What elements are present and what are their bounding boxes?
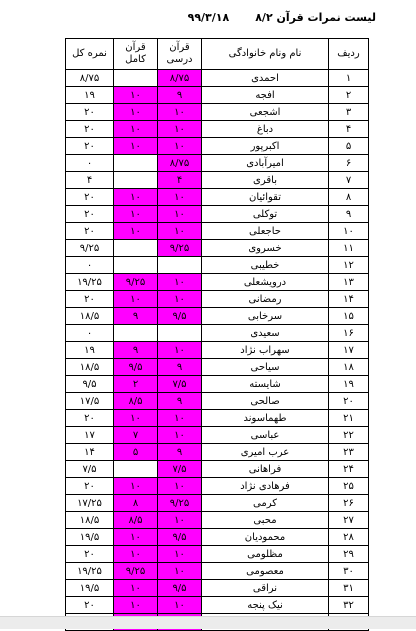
total-score-cell: ۱۷/۵	[66, 393, 114, 410]
table-row	[66, 308, 369, 325]
student-name-cell: اکبرپور	[202, 138, 329, 155]
quran-lesson-cell: ۸/۷۵	[158, 155, 202, 172]
student-name-cell: نیک پنجه	[202, 597, 329, 614]
quran-lesson-cell: ۹/۲۵	[158, 495, 202, 512]
student-name-cell: احمدی	[202, 70, 329, 87]
student-name-cell: درویشعلی	[202, 274, 329, 291]
student-name-cell: رمضانی	[202, 291, 329, 308]
table-row	[66, 580, 369, 597]
quran-full-cell: ۱۰	[114, 223, 158, 240]
row-number-cell: ۵	[329, 138, 369, 155]
quran-lesson-cell: ۱۰	[158, 597, 202, 614]
student-name-cell: امیرآبادی	[202, 155, 329, 172]
table-row	[66, 359, 369, 376]
table-row	[66, 121, 369, 138]
quran-full-cell: ۱۰	[114, 546, 158, 563]
quran-full-cell: ۹/۲۵	[114, 563, 158, 580]
bottom-bar	[0, 616, 416, 629]
row-number-cell: ۱۶	[329, 325, 369, 342]
table-row	[66, 478, 369, 495]
student-name-cell: محبی	[202, 512, 329, 529]
total-score-cell: ۱۹/۲۵	[66, 274, 114, 291]
total-score-cell: ۹/۵	[66, 376, 114, 393]
table-row	[66, 138, 369, 155]
total-score-cell: ۱۹	[66, 342, 114, 359]
col-header-total: نمره کل	[66, 39, 114, 70]
table-row	[66, 546, 369, 563]
total-score-cell: ۲۰	[66, 104, 114, 121]
col-header-quran-lesson: قرآن درسی	[158, 39, 202, 70]
quran-full-cell: ۹/۲۵	[114, 274, 158, 291]
student-name-cell: فراهانی	[202, 461, 329, 478]
total-score-cell: ۱۹/۵	[66, 580, 114, 597]
student-name-cell: سیاحی	[202, 359, 329, 376]
row-number-cell: ۲۰	[329, 393, 369, 410]
row-number-cell: ۲۴	[329, 461, 369, 478]
table-row	[66, 87, 369, 104]
total-score-cell: ۲۰	[66, 291, 114, 308]
total-score-cell: ۱۹/۲۵	[66, 563, 114, 580]
row-number-cell: ۲۲	[329, 427, 369, 444]
quran-lesson-cell: ۱۰	[158, 206, 202, 223]
table-row	[66, 189, 369, 206]
student-name-cell: عباسی	[202, 427, 329, 444]
student-name-cell: سعیدی	[202, 325, 329, 342]
col-header-quran-full: قرآن کامل	[114, 39, 158, 70]
quran-full-cell: ۱۰	[114, 104, 158, 121]
row-number-cell: ۱۸	[329, 359, 369, 376]
quran-lesson-cell: ۹/۵	[158, 580, 202, 597]
quran-full-cell: ۹	[114, 308, 158, 325]
total-score-cell: ۱۴	[66, 444, 114, 461]
total-score-cell: ۴	[66, 172, 114, 189]
quran-lesson-cell: ۱۰	[158, 104, 202, 121]
row-number-cell: ۷	[329, 172, 369, 189]
quran-full-cell	[114, 257, 158, 274]
student-name-cell: معصومی	[202, 563, 329, 580]
quran-full-cell: ۱۰	[114, 121, 158, 138]
total-score-cell: ۹/۲۵	[66, 240, 114, 257]
row-number-cell: ۳۲	[329, 597, 369, 614]
table-row	[66, 495, 369, 512]
student-name-cell: اشجعی	[202, 104, 329, 121]
student-name-cell: کرمی	[202, 495, 329, 512]
student-name-cell: خطیبی	[202, 257, 329, 274]
col-header-row-number: ردیف	[329, 39, 369, 70]
total-score-cell: ۱۷	[66, 427, 114, 444]
quran-full-cell: ۹/۵	[114, 359, 158, 376]
quran-lesson-cell: ۱۰	[158, 478, 202, 495]
row-number-cell: ۳	[329, 104, 369, 121]
table-row	[66, 70, 369, 87]
title-row	[150, 9, 376, 25]
quran-full-cell: ۱۰	[114, 580, 158, 597]
row-number-cell: ۲۳	[329, 444, 369, 461]
table-row	[66, 325, 369, 342]
total-score-cell: ۱۸/۵	[66, 512, 114, 529]
total-score-cell: ۲۰	[66, 121, 114, 138]
row-number-cell: ۲۸	[329, 529, 369, 546]
quran-lesson-cell: ۱۰	[158, 138, 202, 155]
row-number-cell: ۱۴	[329, 291, 369, 308]
quran-lesson-cell: ۱۰	[158, 546, 202, 563]
quran-lesson-cell: ۷/۵	[158, 376, 202, 393]
row-number-cell: ۲۷	[329, 512, 369, 529]
row-number-cell: ۱۹	[329, 376, 369, 393]
total-score-cell: ۱۷/۲۵	[66, 495, 114, 512]
quran-full-cell: ۱۰	[114, 529, 158, 546]
quran-full-cell	[114, 461, 158, 478]
table-row	[66, 410, 369, 427]
page-title: لیست نمرات قرآن ۸/۲	[255, 10, 376, 24]
quran-full-cell: ۱۰	[114, 189, 158, 206]
quran-full-cell	[114, 155, 158, 172]
row-number-cell: ۴	[329, 121, 369, 138]
table-header-row	[66, 39, 369, 70]
student-name-cell: سهراب نژاد	[202, 342, 329, 359]
student-name-cell: نراقی	[202, 580, 329, 597]
quran-lesson-cell: ۸/۷۵	[158, 70, 202, 87]
quran-lesson-cell: ۱۰	[158, 563, 202, 580]
quran-lesson-cell: ۱۰	[158, 274, 202, 291]
quran-lesson-cell: ۱۰	[158, 121, 202, 138]
quran-full-cell: ۱۰	[114, 138, 158, 155]
quran-full-cell	[114, 172, 158, 189]
quran-full-cell: ۲	[114, 376, 158, 393]
quran-full-cell: ۸/۵	[114, 393, 158, 410]
quran-lesson-cell: ۴	[158, 172, 202, 189]
student-name-cell: مظلومی	[202, 546, 329, 563]
student-name-cell: دباغ	[202, 121, 329, 138]
student-name-cell: حاجعلی	[202, 223, 329, 240]
quran-lesson-cell: ۷/۵	[158, 461, 202, 478]
row-number-cell: ۱۳	[329, 274, 369, 291]
quran-lesson-cell: ۱۰	[158, 427, 202, 444]
student-name-cell: افجه	[202, 87, 329, 104]
quran-lesson-cell: ۹	[158, 444, 202, 461]
row-number-cell: ۲۹	[329, 546, 369, 563]
quran-lesson-cell	[158, 257, 202, 274]
table-row	[66, 240, 369, 257]
table-row	[66, 427, 369, 444]
table-row	[66, 104, 369, 121]
student-name-cell: صالحی	[202, 393, 329, 410]
quran-full-cell	[114, 70, 158, 87]
quran-lesson-cell: ۹/۲۵	[158, 240, 202, 257]
student-name-cell: فرهادی نژاد	[202, 478, 329, 495]
table-row	[66, 223, 369, 240]
table-row	[66, 563, 369, 580]
row-number-cell: ۲۶	[329, 495, 369, 512]
row-number-cell: ۲	[329, 87, 369, 104]
table-row	[66, 172, 369, 189]
quran-lesson-cell: ۱۰	[158, 223, 202, 240]
table-row	[66, 155, 369, 172]
table-row	[66, 529, 369, 546]
quran-full-cell: ۷	[114, 427, 158, 444]
total-score-cell: ۲۰	[66, 223, 114, 240]
row-number-cell: ۲۱	[329, 410, 369, 427]
quran-full-cell: ۸	[114, 495, 158, 512]
quran-full-cell: ۵	[114, 444, 158, 461]
student-name-cell: خسروی	[202, 240, 329, 257]
total-score-cell: ۰	[66, 325, 114, 342]
quran-full-cell: ۸/۵	[114, 512, 158, 529]
quran-full-cell	[114, 240, 158, 257]
row-number-cell: ۱	[329, 70, 369, 87]
total-score-cell: ۲۰	[66, 138, 114, 155]
total-score-cell: ۸/۷۵	[66, 70, 114, 87]
table-row	[66, 512, 369, 529]
row-number-cell: ۹	[329, 206, 369, 223]
table-row	[66, 393, 369, 410]
date-label: ۹۹/۳/۱۸	[187, 10, 230, 24]
quran-lesson-cell: ۹	[158, 393, 202, 410]
table-row	[66, 444, 369, 461]
quran-full-cell: ۱۰	[114, 291, 158, 308]
quran-lesson-cell: ۹/۵	[158, 529, 202, 546]
total-score-cell: ۱۹/۵	[66, 529, 114, 546]
total-score-cell: ۲۰	[66, 597, 114, 614]
student-name-cell: طهماسوند	[202, 410, 329, 427]
table-row	[66, 376, 369, 393]
quran-lesson-cell: ۱۰	[158, 342, 202, 359]
quran-full-cell	[114, 325, 158, 342]
row-number-cell: ۶	[329, 155, 369, 172]
total-score-cell: ۱۸/۵	[66, 308, 114, 325]
quran-full-cell: ۱۰	[114, 597, 158, 614]
table-row	[66, 597, 369, 614]
quran-lesson-cell: ۱۰	[158, 291, 202, 308]
total-score-cell: ۰	[66, 257, 114, 274]
row-number-cell: ۱۷	[329, 342, 369, 359]
table-row	[66, 291, 369, 308]
quran-lesson-cell: ۹	[158, 359, 202, 376]
student-name-cell: تقوائیان	[202, 189, 329, 206]
quran-full-cell: ۱۰	[114, 410, 158, 427]
table-row	[66, 206, 369, 223]
grades-table	[65, 38, 369, 631]
row-number-cell: ۳۰	[329, 563, 369, 580]
student-name-cell: عرب امیری	[202, 444, 329, 461]
quran-full-cell: ۱۰	[114, 206, 158, 223]
table-row	[66, 257, 369, 274]
total-score-cell: ۱۸/۵	[66, 359, 114, 376]
table-row	[66, 274, 369, 291]
quran-lesson-cell: ۹/۵	[158, 308, 202, 325]
total-score-cell: ۰	[66, 155, 114, 172]
total-score-cell: ۲۰	[66, 410, 114, 427]
total-score-cell: ۷/۵	[66, 461, 114, 478]
row-number-cell: ۱۰	[329, 223, 369, 240]
table-row	[66, 461, 369, 478]
total-score-cell: ۲۰	[66, 206, 114, 223]
table-row	[66, 342, 369, 359]
total-score-cell: ۲۰	[66, 478, 114, 495]
quran-full-cell: ۹	[114, 342, 158, 359]
quran-lesson-cell: ۹	[158, 87, 202, 104]
student-name-cell: محمودیان	[202, 529, 329, 546]
row-number-cell: ۲۵	[329, 478, 369, 495]
row-number-cell: ۱۲	[329, 257, 369, 274]
quran-full-cell: ۱۰	[114, 87, 158, 104]
student-name-cell: توکلی	[202, 206, 329, 223]
quran-lesson-cell: ۱۰	[158, 512, 202, 529]
quran-full-cell: ۱۰	[114, 478, 158, 495]
row-number-cell: ۱۵	[329, 308, 369, 325]
total-score-cell: ۱۹	[66, 87, 114, 104]
quran-lesson-cell: ۱۰	[158, 410, 202, 427]
row-number-cell: ۸	[329, 189, 369, 206]
row-number-cell: ۱۱	[329, 240, 369, 257]
student-name-cell: باقری	[202, 172, 329, 189]
quran-lesson-cell: ۱۰	[158, 189, 202, 206]
total-score-cell: ۲۰	[66, 189, 114, 206]
row-number-cell: ۳۱	[329, 580, 369, 597]
quran-lesson-cell	[158, 325, 202, 342]
total-score-cell: ۲۰	[66, 546, 114, 563]
col-header-name: نام ونام خانوادگی	[202, 39, 329, 70]
student-name-cell: سرخابی	[202, 308, 329, 325]
student-name-cell: شایسته	[202, 376, 329, 393]
